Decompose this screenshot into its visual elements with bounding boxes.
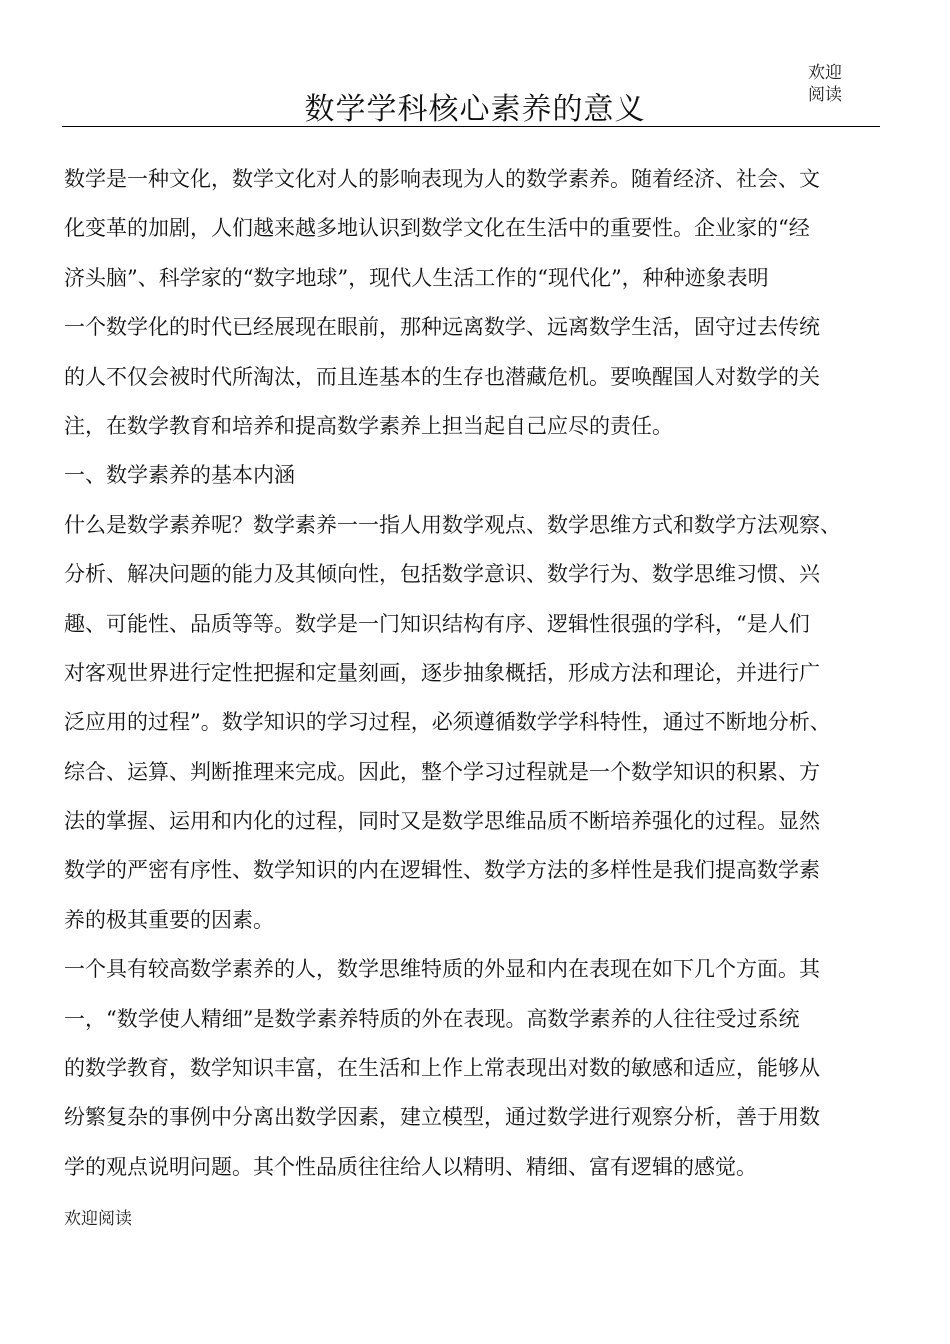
document-body xyxy=(64,161,894,1198)
text-line: 对客观世界进行定性把握和定量刻画，逐步抽象概括，形成方法和理论，并进行广 xyxy=(64,660,820,685)
text-line: 泛应用的过程”。数学知识的学习过程，必须遵循数学学科特性，通过不断地分析、 xyxy=(64,710,831,735)
text-line: 综合、运算、判断推理来完成。因此，整个学习过程就是一个数学知识的积累、方 xyxy=(64,759,820,784)
footer-note: 欢迎阅读 xyxy=(64,1209,132,1229)
text-line: 一个数学化的时代已经展现在眼前，那种远离数学、远离数学生活，固守过去传统 xyxy=(64,315,820,340)
text-line: 趣、可能性、品质等等。数学是一门知识结构有序、逻辑性很强的学科，“是人们 xyxy=(64,611,810,636)
section-heading: 一、数学素养的基本内涵 xyxy=(64,463,295,488)
text-line: 的数学教育，数学知识丰富，在生活和上作上常表现出对数的敏感和适应，能够从 xyxy=(64,1056,820,1081)
page-title: 数学学科核心素养的意义 xyxy=(304,92,646,127)
text-line: 数学是一种文化，数学文化对人的影响表现为人的数学素养。随着经济、社会、文 xyxy=(64,167,820,191)
text-line: 的人不仅会被时代所淘汰，而且连基本的生存也潜藏危机。要唤醒国人对数学的关 xyxy=(64,364,820,389)
text-line: 法的掌握、运用和内化的过程，同时又是数学思维品质不断培养强化的过程。显然 xyxy=(64,809,820,834)
text-line: 济头脑”、科学家的“数字地球”，现代人生活工作的“现代化”，种种迹象表明 xyxy=(64,265,769,290)
corner-note-line-1: 欢迎 xyxy=(808,63,842,83)
title-underline xyxy=(62,126,880,127)
corner-note-line-2: 阅读 xyxy=(808,85,842,105)
text-line: 一个具有较高数学素养的人，数学思维特质的外显和内在表现在如下几个方面。其 xyxy=(64,957,820,982)
text-line: 什么是数学素养呢？数学素养一一指人用数学观点、数学思维方式和数学方法观察、 xyxy=(64,512,841,537)
text-line: 一，“数学使人精细”是数学素养特质的外在表现。高数学素养的人往往受过系统 xyxy=(64,1006,800,1031)
text-line: 化变革的加剧，人们越来越多地认识到数学文化在生活中的重要性。企业家的“经 xyxy=(64,216,810,241)
text-line: 数学的严密有序性、数学知识的内在逻辑性、数学方法的多样性是我们提高数学素 xyxy=(64,858,820,883)
text-line: 学的观点说明问题。其个性品质往往给人以精明、精细、富有逻辑的感觉。 xyxy=(64,1154,757,1179)
text-line: 纷繁复杂的事例中分离出数学因素，建立模型，通过数学进行观察分析，善于用数 xyxy=(64,1105,820,1130)
text-line: 分析、解决问题的能力及其倾向性，包括数学意识、数学行为、数学思维习惯、兴 xyxy=(64,562,820,587)
text-line: 注，在数学教育和培养和提高数学素养上担当起自己应尽的责任。 xyxy=(64,413,673,438)
text-line: 养的极其重要的因素。 xyxy=(64,907,274,932)
